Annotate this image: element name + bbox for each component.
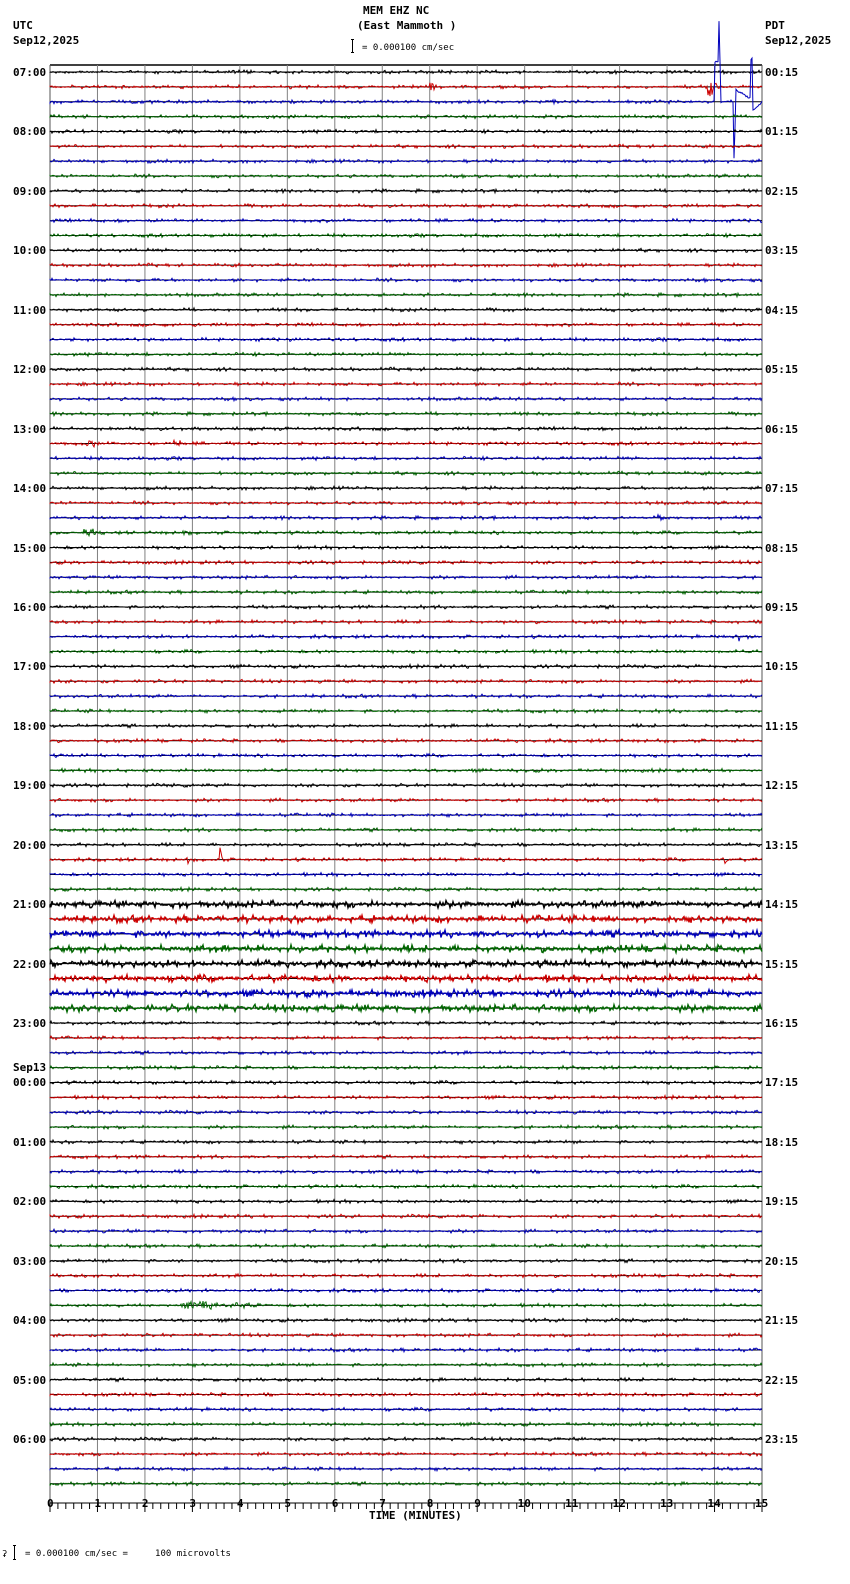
utc-hour-label: 02:00 (13, 1195, 47, 1209)
pdt-hour-label: 17:15 (765, 1076, 799, 1090)
pdt-hour-label: 18:15 (765, 1135, 799, 1149)
pdt-hour-label: 10:15 (765, 660, 799, 674)
utc-hour-label: 12:00 (13, 363, 47, 377)
date-change-label: Sep13 (13, 1061, 47, 1075)
utc-hour-label: 18:00 (13, 719, 47, 733)
footer-marker: ʡ (2, 1550, 8, 1560)
x-tick-label: 3 (189, 1497, 197, 1510)
utc-hour-label: 00:00 (13, 1076, 47, 1090)
pdt-hour-label: 02:15 (765, 184, 799, 198)
pdt-hour-label: 08:15 (765, 541, 799, 555)
pdt-hour-label: 06:15 (765, 422, 799, 436)
right-date: Sep12,2025 (765, 34, 832, 47)
pdt-hour-label: 04:15 (765, 303, 799, 317)
scale-text: = 0.000100 cm/sec (362, 43, 455, 53)
utc-hour-label: 19:00 (13, 779, 47, 793)
trace-group (50, 21, 762, 1486)
pdt-hour-label: 09:15 (765, 600, 799, 614)
x-tick-label: 6 (331, 1497, 339, 1510)
x-tick-label: 8 (426, 1497, 434, 1510)
utc-hour-label: 10:00 (13, 244, 47, 258)
pdt-hour-label: 12:15 (765, 779, 799, 793)
utc-hour-label: 07:00 (13, 66, 47, 79)
x-tick-label: 14 (707, 1497, 721, 1510)
utc-hour-label: 01:00 (13, 1135, 47, 1149)
pdt-hour-label: 23:15 (765, 1433, 799, 1447)
pdt-hour-label: 21:15 (765, 1314, 799, 1328)
utc-hour-label: 03:00 (13, 1254, 47, 1268)
pdt-hour-label: 11:15 (765, 719, 799, 733)
footer-scale-text: = 0.000100 cm/sec = 100 microvolts (25, 1549, 231, 1559)
right-timezone: PDT (765, 19, 785, 32)
pdt-hour-label: 16:15 (765, 1017, 799, 1031)
pdt-hour-label: 01:15 (765, 125, 799, 139)
x-axis-label: TIME (MINUTES) (369, 1509, 462, 1522)
utc-hour-label: 20:00 (13, 838, 47, 852)
pdt-hour-label: 22:15 (765, 1373, 799, 1387)
footer-scale-bar-icon (13, 1545, 16, 1560)
utc-hour-label: 13:00 (13, 422, 47, 436)
utc-hour-label: 21:00 (13, 898, 47, 912)
x-tick-label: 7 (379, 1497, 386, 1510)
utc-hour-label: 23:00 (13, 1017, 47, 1031)
x-tick-label: 4 (236, 1497, 244, 1510)
pdt-hour-label: 00:15 (765, 66, 799, 79)
pdt-hour-label: 07:15 (765, 482, 799, 496)
pdt-hour-label: 19:15 (765, 1195, 799, 1209)
pdt-hour-label: 05:15 (765, 363, 799, 377)
x-tick-label: 15 (755, 1497, 769, 1510)
x-tick-label: 11 (565, 1497, 579, 1510)
scale-bar-icon (351, 39, 354, 53)
station-title: MEM EHZ NC (363, 4, 430, 17)
left-timezone: UTC (13, 19, 33, 32)
x-tick-label: 1 (94, 1497, 102, 1510)
x-tick-label: 9 (474, 1497, 481, 1510)
pdt-hour-label: 15:15 (765, 957, 799, 971)
utc-hour-label: 16:00 (13, 600, 47, 614)
x-tick-label: 0 (47, 1497, 54, 1510)
x-tick-label: 13 (660, 1497, 674, 1510)
x-tick-label: 10 (517, 1497, 531, 1510)
utc-hour-label: 05:00 (13, 1373, 47, 1387)
pdt-hour-label: 14:15 (765, 898, 799, 912)
utc-hour-label: 04:00 (13, 1314, 47, 1328)
x-tick-label: 2 (141, 1497, 149, 1510)
utc-hour-label: 22:00 (13, 957, 47, 971)
utc-hour-label: 14:00 (13, 482, 47, 496)
utc-hour-label: 17:00 (13, 660, 47, 674)
station-location: (East Mammoth ) (357, 19, 457, 32)
left-date: Sep12,2025 (13, 34, 80, 47)
pdt-hour-label: 20:15 (765, 1254, 799, 1268)
pdt-hour-label: 13:15 (765, 838, 799, 852)
pdt-hour-label: 03:15 (765, 244, 799, 258)
utc-hour-label: 08:00 (13, 125, 47, 139)
x-tick-label: 5 (284, 1497, 291, 1510)
utc-hour-label: 06:00 (13, 1433, 47, 1447)
x-tick-label: 12 (612, 1497, 626, 1510)
utc-hour-label: 09:00 (13, 184, 47, 198)
utc-hour-label: 11:00 (13, 303, 47, 317)
utc-hour-label: 15:00 (13, 541, 47, 555)
